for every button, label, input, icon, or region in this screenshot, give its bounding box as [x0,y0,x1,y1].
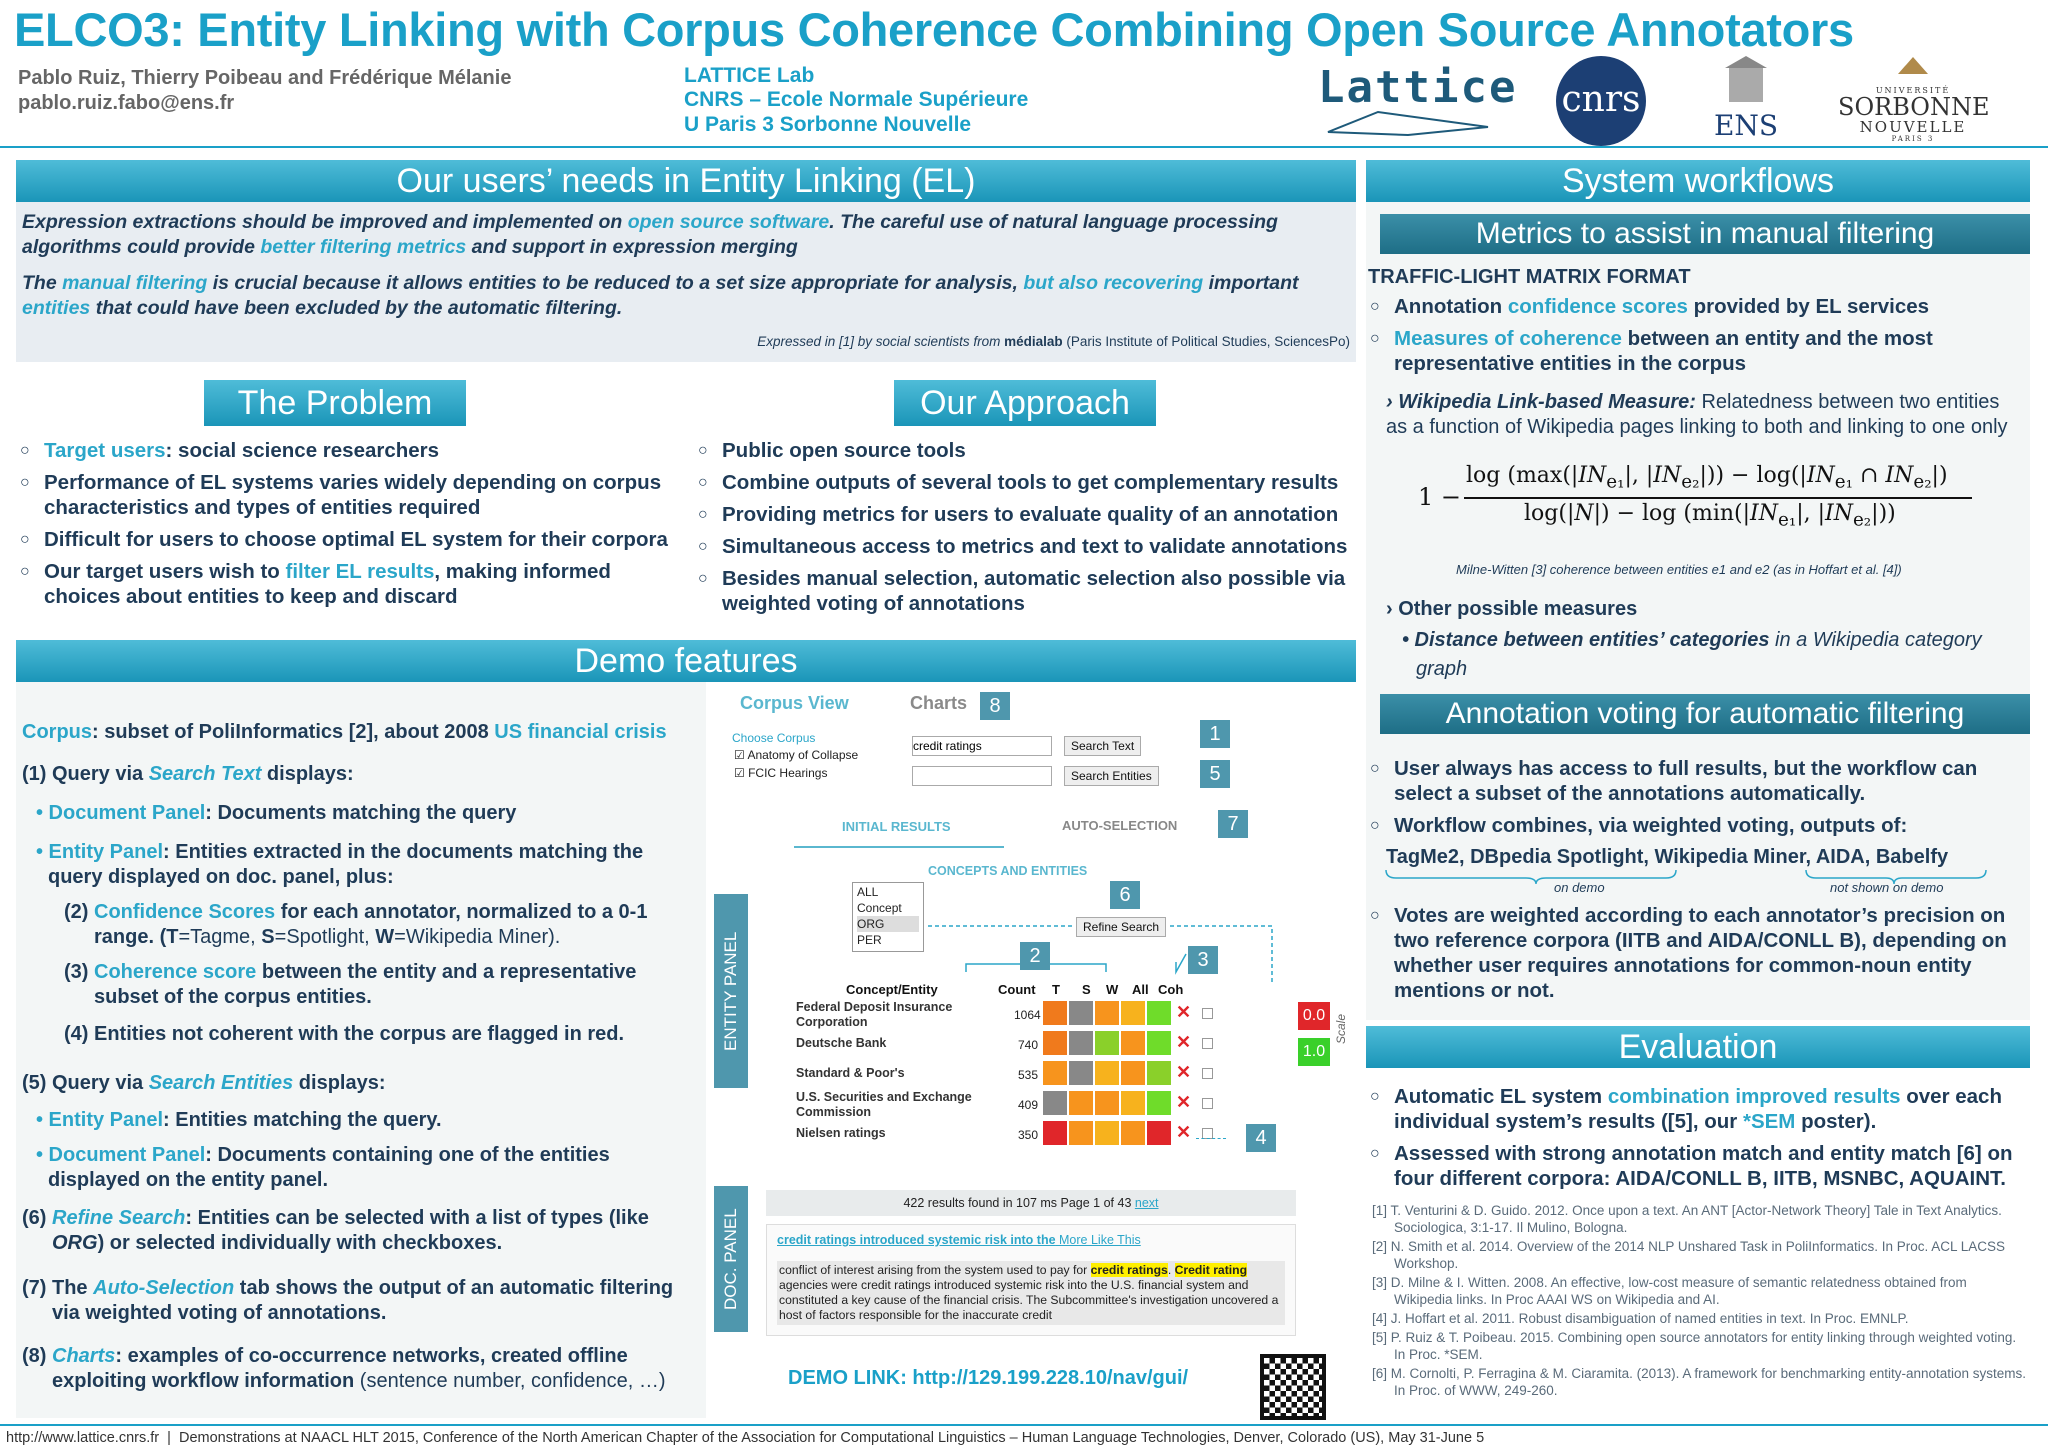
wlm-description: › Wikipedia Link-based Measure: Relatedness between two entities as a function of Wikipedia pages linking to both and linking to one only [1386,391,2008,438]
evaluation-item: ○ Automatic EL system combination improved results over each individual system’s results ([5], our *SEM poster). [1368,1084,2028,1134]
entity-row [796,1060,1226,1090]
entity-count: 740 [1018,1038,1039,1052]
callout-7: 7 [1218,810,1248,838]
voting-banner [1380,694,2030,734]
score-cell [1094,1090,1120,1116]
reference: [5] P. Ruiz & T. Poibeau. 2015. Combining open source annotators for entity linking through weighted voting. In Proc. *SEM. [1372,1330,2017,1362]
demo-q5: (5) Query via Search Entities displays: [22,1072,386,1094]
reject-icon[interactable]: ✕ [1176,1122,1192,1142]
formula-lead: 1 − [1418,483,1462,511]
metric-item: ○ Measures of coherence between an entity and the most representative entities in the corpus [1368,326,2028,376]
needs-banner [16,160,1356,202]
entity-name[interactable]: Federal Deposit Insurance Corporation [796,1000,953,1029]
score-cell [1120,1060,1146,1086]
reject-icon[interactable]: ✕ [1176,1092,1192,1112]
score-cell [1042,1060,1068,1086]
voting-list-a [1368,756,2028,845]
problem-item: ○ Difficult for users to choose optimal EL system for their corpora [18,527,682,552]
references [1372,1202,2028,1401]
callout-8: 8 [980,692,1010,720]
search-entities-button[interactable]: Search Entities [1064,766,1159,786]
tab-corpus-view[interactable]: Corpus View [740,693,849,713]
search-text-button[interactable]: Search Text [1064,736,1141,756]
wlm-formula [1418,455,1978,539]
footer-rule [0,1424,2048,1426]
score-cell [1146,1000,1172,1026]
demo-screenshot [706,682,1356,1418]
callout-4: 4 [1246,1124,1276,1152]
demo-flagged: (4) Entities not coherent with the corpus are flagged in red. [64,1023,625,1045]
voting-item: ○ Workflow combines, via weighted voting, outputs of: [1368,813,2028,838]
authors: Pablo Ruiz, Thierry Poibeau and Frédérique Mélanie [18,67,512,89]
score-cell [1042,1090,1068,1116]
callout-1: 1 [1200,720,1230,748]
demo-auto: (7) The Auto-Selection tab shows the output of an automatic filtering via weighted voting of annotations. [22,1277,674,1324]
score-cell [1042,1000,1068,1026]
ens-logo [1706,56,1786,142]
metrics-title: Metrics to assist in manual filtering [1475,217,1935,250]
entity-name[interactable]: Deutsche Bank [796,1036,887,1050]
entity-checkbox[interactable] [1202,1098,1213,1109]
demo-doc-panel-1: • Document Panel: Documents matching the query [36,802,517,824]
workflows-banner [1366,160,2030,202]
entity-count: 409 [1018,1098,1039,1112]
approach-item: ○ Simultaneous access to metrics and text to validate annotations [696,534,1356,559]
col-concept: Concept/Entity [846,982,938,997]
reference: [6] M. Cornolti, P. Ferragina & M. Ciaramita. (2013). A framework for benchmarking entity-annotation systems. In Proc. of WWW, 249-260. [1372,1366,2027,1398]
reject-icon[interactable]: ✕ [1176,1002,1192,1022]
score-cell [1094,1030,1120,1056]
score-cell [1068,1090,1094,1116]
reference: [4] J. Hoffart et al. 2011. Robust disambiguation of named entities in text. In Proc. EMNLP. [1372,1311,1909,1326]
entity-row [796,1120,1226,1150]
problem-banner [204,380,466,426]
col-coh: Coh [1158,982,1184,997]
demo-charts: (8) Charts: examples of co-occurrence networks, created offline exploiting workflow information (sentence number, confidence, …) [22,1345,666,1392]
callout-connectors [706,682,1356,982]
problem-item: ○ Our target users wish to filter EL results, making informed choices about entities to keep and discard [18,559,682,609]
entity-checkbox[interactable] [1202,1068,1213,1079]
score-cell [1120,1120,1146,1146]
results-bar: 422 results found in 107 ms Page 1 of 43 next [766,1190,1296,1216]
concepts-heading: CONCEPTS AND ENTITIES [928,864,1088,878]
tab-auto-selection[interactable]: AUTO-SELECTION [1062,818,1178,833]
sorbonne-emblem-icon [1893,52,1933,82]
lattice-logo [1318,62,1518,137]
reference: [2] N. Smith et al. 2014. Overview of the 2014 NLP Unshared Task in PoliInformatics. In Proc. ACL LACSS Workshop. [1372,1239,2006,1271]
corpus-option-1[interactable]: ☑ Anatomy of Collapse [734,748,859,762]
problem-item: ○ Performance of EL systems varies widely depending on corpus characteristics and types of entities required [18,470,682,520]
formula-denominator: $\log(|N|) - \log (\min(|IN_{e_1}|$, $|IN_{e_2}|$)) [1524,501,1896,531]
doc-result-snippet: conflict of interest arising from the system used to pay for credit ratings. Credit rating agencies were credit ratings introduced systemic risk into the U.S. financial system and constituted a key cause of the financial crisis. The Subcommittee's investigation uncovered a host of factors responsible for the inaccurate credit [777,1261,1285,1325]
scale-label: Scale [1334,1013,1349,1045]
formula-numerator: $\log (\max(|IN_{e_1}|$, $|IN_{e_2}|)) - \log(|IN_{e_1}$ ∩ $IN_{e_2}|$) [1466,463,1948,493]
score-cell [1120,1000,1146,1026]
poster-title: ELCO3: Entity Linking with Corpus Coherence Combining Open Source Annotators [14,3,1854,56]
score-cell [1146,1030,1172,1056]
type-option[interactable]: ORG [857,916,919,932]
demo-link[interactable]: DEMO LINK: http://129.199.228.10/nav/gui/ [788,1367,1189,1389]
doc-panel-label [714,1186,748,1332]
callout-3: 3 [1188,946,1218,974]
needs-panel [16,202,1356,362]
entity-row [796,1090,1226,1120]
callout-6: 6 [1110,881,1140,909]
demo-entity-panel-5: • Entity Panel: Entities matching the query. [36,1109,442,1131]
choose-corpus-label: Choose Corpus [732,731,816,745]
col-t: T [1052,982,1060,997]
problem-item: ○ Target users: social science researchers [18,438,682,463]
entity-count: 535 [1018,1068,1039,1082]
entity-row [796,1000,1226,1030]
approach-title: Our Approach [920,384,1130,422]
approach-item: ○ Public open source tools [696,438,1356,463]
demo-entity-panel-1: • Entity Panel: Entities extracted in the documents matching the query displayed on doc. panel, plus: [36,841,644,888]
reference: [3] D. Milne & I. Witten. 2008. An effective, low-cost measure of semantic relatedness obtained from Wikipedia links. In Proc AAAI WS on Wikipedia and AI. [1372,1275,1967,1307]
affiliation-paris3: U Paris 3 Sorbonne Nouvelle [684,113,972,136]
callout-4-line [1196,1138,1226,1139]
score-cell [1146,1060,1172,1086]
score-cell [1068,1030,1094,1056]
demo-text-panel [16,682,706,1418]
approach-item: ○ Besides manual selection, automatic selection also possible via weighted voting of annotations [696,566,1356,616]
sorbonne-logo [1838,52,1988,147]
on-demo-label: on demo [1554,880,1605,895]
header-rule [0,146,2048,148]
voting-item: ○ Votes are weighted according to each annotator’s precision on two reference corpora (IITB and AIDA/CONLL B), depending on whether user requires annotations for common-noun entity mentions or not. [1368,903,2028,1003]
not-shown-label: not shown on demo [1830,880,1944,895]
formula-caption: Milne-Witten [3] coherence between entities e1 and e2 (as in Hoffart et al. [4]) [1456,562,1902,577]
demo-corpus: Corpus: subset of PoliInformatics [2], about 2008 US financial crisis [22,721,667,743]
score-cell [1094,1120,1120,1146]
doc-result [766,1224,1296,1336]
sorbonne-top: UNIVERSITÉ [1875,86,1951,95]
col-all: All [1132,982,1149,997]
voting-list-b [1368,903,2028,1010]
needs-p2: The manual filtering is crucial because it allows entities to be reduced to a set size appropriate for analysis, but also recovering important entities that could have been excluded by the automatic filtering. [22,272,1299,319]
entity-checkbox[interactable] [1202,1038,1213,1049]
score-cell [1068,1000,1094,1026]
demo-title: Demo features [574,642,798,680]
affiliation-cnrs: CNRS – Ecole Normale Supérieure [684,88,1029,111]
qr-code-icon [1260,1354,1326,1420]
score-cell [1068,1120,1094,1146]
next-link[interactable]: next [1134,1196,1159,1210]
other-measures: › Other possible measures [1386,598,1638,620]
demo-confidence: (2) Confidence Scores for each annotator, normalized to a 0-1 range. (T=Tagme, S=Spotlight, W=Wikipedia Miner). [64,901,648,948]
sorbonne-paris: PARIS 3 [1891,135,1935,143]
approach-banner [894,380,1156,426]
col-s: S [1082,982,1091,997]
evaluation-item: ○ Assessed with strong annotation match and entity match [6] on four different corpora: AIDA/CONLL B, IITB, MSNBC, AQUAINT. [1368,1141,2028,1191]
traffic-light-heading: TRAFFIC-LIGHT MATRIX FORMAT [1368,266,1691,288]
sorbonne-sub: NOUVELLE [1859,118,1967,136]
lattice-logo-text: Lattice [1318,62,1518,113]
doc-result-title[interactable]: credit ratings introduced systemic risk into the More Like This [777,1233,1141,1247]
ens-logo-text: ENS [1713,109,1779,142]
col-count: Count [998,982,1036,997]
entity-name[interactable]: Nielsen ratings [796,1126,886,1140]
metrics-banner [1380,214,2030,254]
metric-item: ○ Annotation confidence scores provided by EL services [1368,294,2028,319]
email[interactable]: pablo.ruiz.fabo@ens.fr [18,92,235,114]
reject-icon[interactable]: ✕ [1176,1062,1192,1082]
entity-name[interactable]: U.S. Securities and Exchange Commission [796,1090,972,1119]
distance-measure: • Distance between entities’ categories in a Wikipedia category graph [1402,629,1982,680]
type-option[interactable]: PER [857,933,882,947]
footer-text: http://www.lattice.cnrs.fr | Demonstrations at NAACL HLT 2015, Conference of the North American Chapter of the Association for Computational Linguistics – Human Language Technologies, Denver, Colorado (US), May 31-June 5 [6,1430,1485,1446]
scale-low: 0.0 [1298,1002,1330,1030]
score-cell [1094,1000,1120,1026]
score-cell [1042,1030,1068,1056]
score-cell [1094,1060,1120,1086]
entity-panel-label [714,894,748,1088]
reject-icon[interactable]: ✕ [1176,1032,1192,1052]
formula-bar [1464,497,1972,499]
affiliation-lab: LATTICE Lab [684,64,815,87]
sorbonne-name: SORBONNE [1838,93,1990,121]
entity-count: 350 [1018,1128,1039,1142]
evaluation-title: Evaluation [1618,1028,1778,1066]
demo-coherence: (3) Coherence score between the entity and a representative subset of the corpus entities. [64,961,637,1008]
approach-list [696,438,1356,623]
type-option[interactable]: ALL [857,885,879,899]
refine-search-button[interactable]: Refine Search [1076,917,1166,937]
problem-title: The Problem [237,384,433,422]
evaluation-list [1368,1084,2028,1198]
score-cell [1120,1090,1146,1116]
needs-p1: Expression extractions should be improved and implemented on open source software. The careful use of natural language processing algorithms could provide better filtering metrics and support in expression merging [22,211,1278,258]
needs-source: Expressed in [1] by social scientists from médialab (Paris Institute of Political Studies, SciencesPo) [757,334,1350,349]
corpus-option-2[interactable]: ☑ FCIC Hearings [734,766,828,780]
col-w: W [1106,982,1119,997]
tab-initial-results[interactable]: INITIAL RESULTS [842,819,951,834]
callout-5: 5 [1200,760,1230,788]
lattice-logo-mark [1318,107,1498,137]
metrics-list [1368,294,2028,383]
tool-list: TagMe2, DBpedia Spotlight, Wikipedia Miner, AIDA, Babelfy [1386,846,1949,868]
reference: [1] T. Venturini & D. Guido. 2012. Once upon a text. An ANT [Actor-Network Theory] Tale in Text Analytics. Sociologica, 3:1-17. Il Mulino, Bologna. [1372,1203,2002,1235]
approach-item: ○ Combine outputs of several tools to get complementary results [696,470,1356,495]
needs-title: Our users’ needs in Entity Linking (EL) [396,162,976,200]
evaluation-banner [1366,1026,2030,1068]
demo-banner [16,640,1356,682]
score-cell [1042,1120,1068,1146]
entity-count: 1064 [1014,1008,1041,1022]
entity-checkbox[interactable] [1202,1008,1213,1019]
approach-item: ○ Providing metrics for users to evaluate quality of an annotation [696,502,1356,527]
demo-doc-panel-5: • Document Panel: Documents containing one of the entities displayed on the entity panel. [36,1144,610,1191]
score-cell [1068,1060,1094,1086]
tab-charts[interactable]: Charts [910,693,968,713]
scale-high: 1.0 [1298,1038,1330,1066]
demo-refine: (6) Refine Search: Entities can be selected with a list of types (like ORG) or selected individually with checkboxes. [22,1207,649,1254]
demo-q1: (1) Query via Search Text displays: [22,763,354,785]
score-cell [1120,1030,1146,1056]
type-option[interactable]: Concept [857,901,902,915]
doc-panel-text: DOC. PANEL [721,1208,740,1310]
problem-list [18,438,682,616]
score-cell [1146,1120,1172,1146]
score-cell [1146,1090,1172,1116]
entity-row [796,1030,1226,1060]
callout-2: 2 [1020,942,1050,970]
entity-panel-text: ENTITY PANEL [721,931,740,1051]
ens-building-icon [1721,56,1771,106]
workflows-title: System workflows [1561,162,1835,200]
voting-item: ○ User always has access to full results, but the workflow can select a subset of the annotations automatically. [1368,756,2028,806]
cnrs-logo: cnrs [1556,56,1646,146]
voting-title: Annotation voting for automatic filtering [1445,697,1965,730]
entity-name[interactable]: Standard & Poor's [796,1066,905,1080]
